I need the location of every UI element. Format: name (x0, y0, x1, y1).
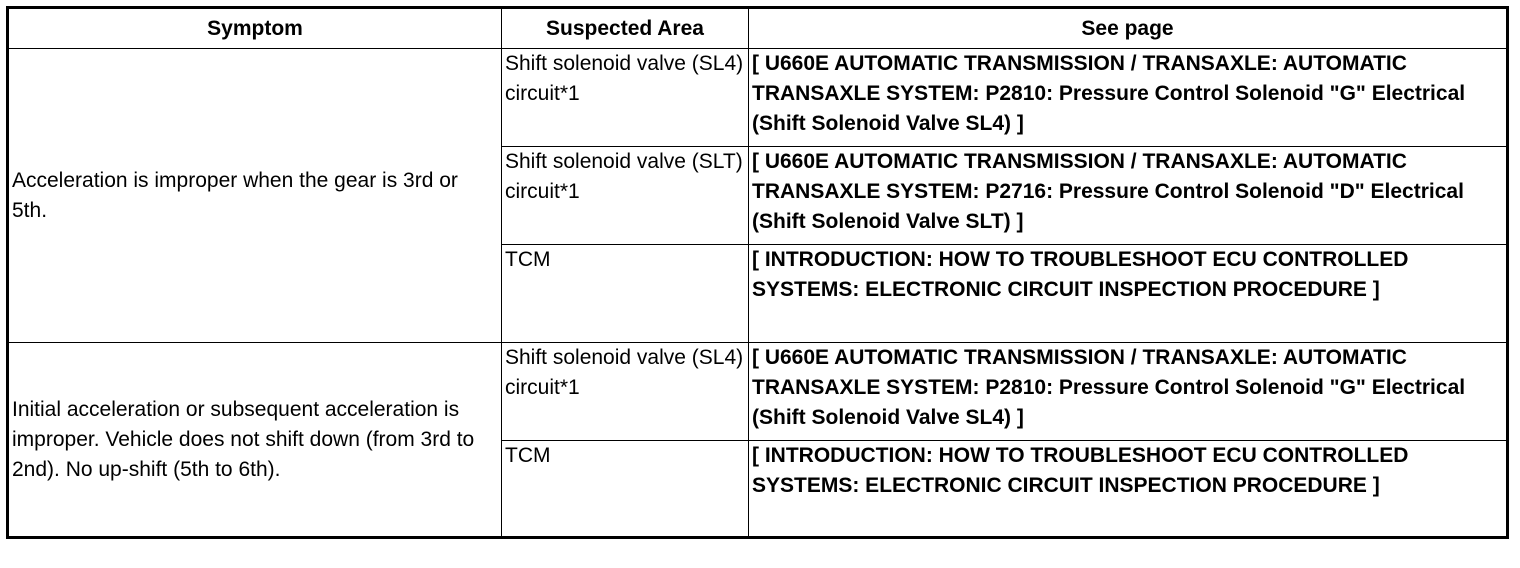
table-row (8, 343, 1508, 441)
suspected-area-cell: Shift solenoid valve (SL4) circuit*1 (502, 343, 749, 441)
see-page-link[interactable]: [ U660E AUTOMATIC TRANSMISSION / TRANSAXLE: AUTOMATIC TRANSAXLE SYSTEM: P2716: Pressure Control Solenoid "D" Electrical (Shift Solenoid Valve SLT) ] (749, 147, 1508, 245)
header-row (8, 8, 1508, 49)
suspected-area-cell: TCM (502, 245, 749, 343)
header-suspected-area: Suspected Area (502, 8, 749, 49)
see-page-link[interactable]: [ INTRODUCTION: HOW TO TROUBLESHOOT ECU CONTROLLED SYSTEMS: ELECTRONIC CIRCUIT INSPECTION PROCEDURE ] (749, 441, 1508, 538)
header-see-page: See page (749, 8, 1508, 49)
symptom-cell: Acceleration is improper when the gear is 3rd or 5th. (8, 49, 502, 343)
see-page-link[interactable]: [ U660E AUTOMATIC TRANSMISSION / TRANSAXLE: AUTOMATIC TRANSAXLE SYSTEM: P2810: Pressure Control Solenoid "G" Electrical (Shift Solenoid Valve SL4) ] (749, 343, 1508, 441)
troubleshooting-table (6, 6, 1509, 539)
see-page-link[interactable]: [ INTRODUCTION: HOW TO TROUBLESHOOT ECU CONTROLLED SYSTEMS: ELECTRONIC CIRCUIT INSPECTION PROCEDURE ] (749, 245, 1508, 343)
suspected-area-cell: TCM (502, 441, 749, 538)
table-row (8, 49, 1508, 147)
symptom-cell: Initial acceleration or subsequent acceleration is improper. Vehicle does not shift down (from 3rd to 2nd). No up-shift (5th to 6th). (8, 343, 502, 538)
suspected-area-cell: Shift solenoid valve (SLT) circuit*1 (502, 147, 749, 245)
see-page-link[interactable]: [ U660E AUTOMATIC TRANSMISSION / TRANSAXLE: AUTOMATIC TRANSAXLE SYSTEM: P2810: Pressure Control Solenoid "G" Electrical (Shift Solenoid Valve SL4) ] (749, 49, 1508, 147)
header-symptom: Symptom (8, 8, 502, 49)
suspected-area-cell: Shift solenoid valve (SL4) circuit*1 (502, 49, 749, 147)
